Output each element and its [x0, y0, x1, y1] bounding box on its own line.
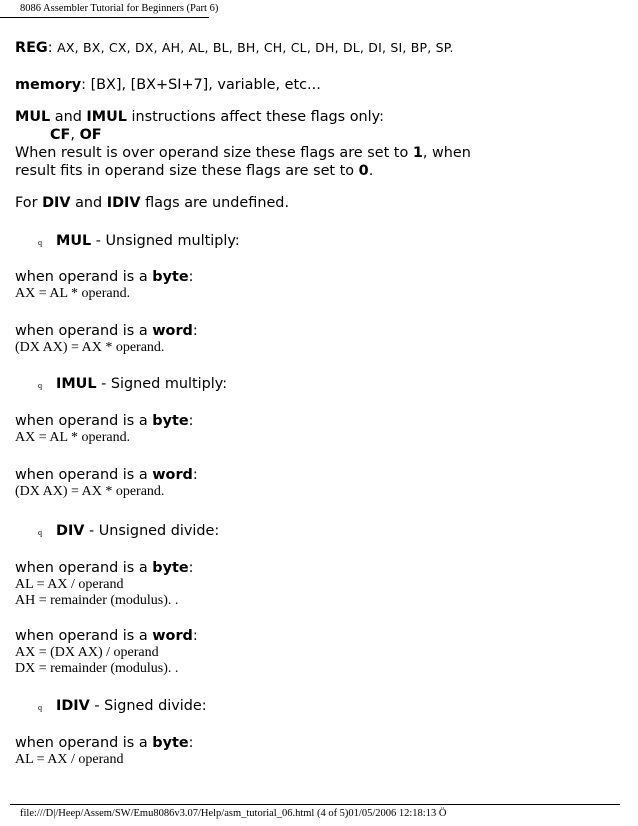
div-keyword: DIV	[42, 195, 71, 211]
mul-word-formula: (DX AX) = AX * operand.	[15, 340, 165, 355]
byte-keyword: byte	[152, 560, 189, 576]
instruction-desc: - Signed multiply:	[96, 376, 228, 392]
instruction-name: IMUL	[56, 376, 97, 392]
page-header: 8086 Assembler Tutorial for Beginners (Part 6)	[20, 3, 219, 14]
list-item-mul	[15, 232, 628, 250]
footer-divider	[10, 804, 620, 805]
div-word-formula-2: DX = remainder (modulus). .	[15, 661, 179, 676]
reg-line	[15, 39, 628, 57]
div-word-formula-1: AX = (DX AX) / operand	[15, 645, 159, 660]
colon: :	[188, 269, 194, 285]
affect-line	[15, 108, 628, 126]
div-byte-formula-1: AL = AX / operand	[15, 577, 124, 592]
memory-label: memory	[15, 77, 82, 93]
affect-text: instructions affect these flags only:	[126, 109, 384, 125]
instruction-desc: - Signed divide:	[89, 698, 207, 714]
operand-text: when operand is a	[15, 323, 153, 339]
overflow-line-1	[15, 144, 628, 162]
bullet-icon: q	[38, 528, 42, 537]
div-note-pre: For	[15, 195, 43, 211]
bullet-icon: q	[38, 703, 42, 712]
word-keyword: word	[152, 628, 193, 644]
value-zero: 0	[358, 163, 369, 179]
value-one: 1	[412, 145, 423, 161]
overflow-line-2	[15, 162, 628, 180]
div-note	[15, 194, 628, 212]
instruction-name: MUL	[56, 233, 92, 249]
mul-word-heading	[15, 322, 628, 340]
list-item-div	[15, 522, 628, 540]
reg-sep: :	[47, 40, 58, 56]
bullet-icon: q	[38, 238, 42, 247]
operand-text: when operand is a	[15, 413, 153, 429]
mul-byte-formula: AX = AL * operand.	[15, 286, 131, 301]
colon: :	[192, 323, 198, 339]
instruction-name: IDIV	[56, 698, 90, 714]
operand-text: when operand is a	[15, 269, 153, 285]
div-byte-heading	[15, 559, 628, 577]
reg-list: AX, BX, CX, DX, AH, AL, BL, BH, CH, CL, DH, DL, DI, SI, BP, SP.	[57, 40, 454, 55]
byte-keyword: byte	[152, 735, 189, 751]
flags-line	[15, 126, 628, 144]
flag-comma: ,	[70, 127, 80, 143]
colon: :	[188, 735, 194, 751]
overflow-text-1: When result is over operand size these flags are set to	[15, 145, 413, 161]
imul-word-formula: (DX AX) = AX * operand.	[15, 484, 165, 499]
reg-label: REG	[15, 40, 48, 56]
colon: :	[188, 413, 194, 429]
memory-list: [BX], [BX+SI+7], variable, etc...	[90, 77, 321, 93]
cf-flag: CF	[50, 127, 71, 143]
div-note-and: and	[70, 195, 107, 211]
instruction-desc: - Unsigned multiply:	[91, 233, 240, 249]
imul-byte-formula: AX = AL * operand.	[15, 430, 131, 445]
operand-text: when operand is a	[15, 735, 153, 751]
word-keyword: word	[152, 467, 193, 483]
overflow-tail-2: .	[368, 163, 374, 179]
div-byte-formula-2: AH = remainder (modulus). .	[15, 593, 179, 608]
imul-word-heading	[15, 466, 628, 484]
mul-keyword: MUL	[15, 109, 51, 125]
idiv-byte-formula: AL = AX / operand	[15, 752, 124, 767]
instruction-desc: - Unsigned divide:	[84, 523, 220, 539]
memory-line	[15, 76, 628, 94]
and-text: and	[50, 109, 87, 125]
overflow-tail-1: , when	[422, 145, 471, 161]
memory-sep: :	[81, 77, 91, 93]
imul-keyword: IMUL	[86, 109, 127, 125]
byte-keyword: byte	[152, 269, 189, 285]
word-keyword: word	[152, 323, 193, 339]
mul-byte-heading	[15, 268, 628, 286]
bullet-icon: q	[38, 381, 42, 390]
list-item-idiv	[15, 697, 628, 715]
imul-byte-heading	[15, 412, 628, 430]
byte-keyword: byte	[152, 413, 189, 429]
document-body	[15, 39, 628, 768]
instruction-name: DIV	[56, 523, 85, 539]
idiv-byte-heading	[15, 734, 628, 752]
of-flag: OF	[79, 127, 102, 143]
overflow-text-2: result fits in operand size these flags are set to	[15, 163, 359, 179]
header-divider	[0, 17, 209, 18]
colon: :	[192, 628, 198, 644]
colon: :	[188, 560, 194, 576]
idiv-keyword: IDIV	[106, 195, 141, 211]
operand-text: when operand is a	[15, 628, 153, 644]
operand-text: when operand is a	[15, 560, 153, 576]
colon: :	[192, 467, 198, 483]
div-note-post: flags are undefined.	[140, 195, 290, 211]
operand-text: when operand is a	[15, 467, 153, 483]
div-word-heading	[15, 627, 628, 645]
list-item-imul	[15, 375, 628, 393]
footer-path: file:///D|/Heep/Assem/SW/Emu8086v3.07/Help/asm_tutorial_06.html (4 of 5)01/05/2006 12:18:13 Ö	[20, 808, 447, 819]
